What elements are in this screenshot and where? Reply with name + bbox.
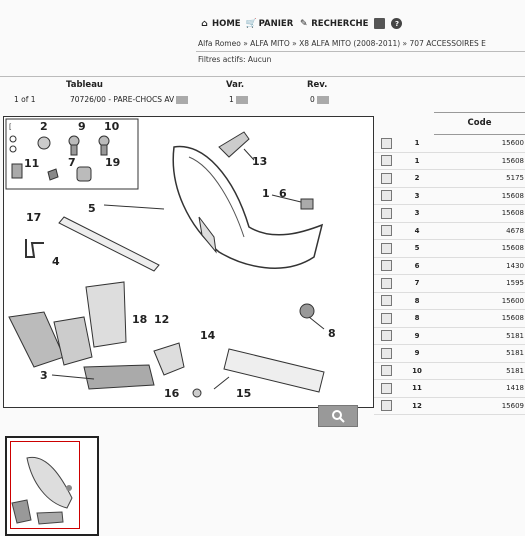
cart-icon: 🛒 [245, 18, 257, 29]
row-code: 15609 [501, 401, 524, 410]
svg-text:[: [ [9, 123, 12, 131]
thumbnail-image [7, 438, 93, 530]
code-row[interactable] [374, 345, 525, 363]
nav-search-label: RECHERCHE [311, 18, 369, 29]
row-code: 15600 [501, 139, 524, 148]
callout-8[interactable]: 8 [328, 327, 336, 340]
divider [196, 51, 525, 52]
nav-cart[interactable] [247, 19, 294, 29]
dropdown-chip[interactable] [317, 96, 329, 104]
magnifier-icon [331, 409, 345, 423]
row-code: 15608 [501, 191, 524, 200]
row-qty: 9 [414, 349, 420, 358]
callout-10[interactable]: 10 [104, 120, 120, 133]
row-qty: 5 [414, 244, 420, 253]
code-row[interactable] [374, 380, 525, 398]
row-code: 5175 [506, 174, 524, 183]
callout-13[interactable]: 13 [252, 155, 268, 168]
header-rev: Rev. [307, 80, 328, 90]
callout-15[interactable]: 15 [236, 387, 252, 400]
row-checkbox[interactable] [381, 383, 392, 394]
printer-icon[interactable] [374, 18, 385, 29]
row-code: 1430 [506, 261, 524, 270]
code-row[interactable] [374, 275, 525, 293]
code-row[interactable] [374, 240, 525, 258]
row-code: 15608 [501, 244, 524, 253]
row-qty: 2 [414, 174, 420, 183]
callout-7[interactable]: 7 [68, 156, 76, 169]
row-code: 5181 [506, 366, 524, 375]
row-qty: 8 [414, 296, 420, 305]
row-code: 1418 [506, 384, 524, 393]
row-checkbox[interactable] [381, 243, 392, 254]
page-indicator: 1 of 1 [14, 95, 36, 104]
bumper-exploded-view [4, 117, 373, 407]
code-row[interactable] [374, 170, 525, 188]
row-checkbox[interactable] [381, 400, 392, 411]
callout-17[interactable]: 17 [26, 211, 42, 224]
code-row[interactable] [374, 310, 525, 328]
code-header: Code [434, 112, 525, 135]
code-row[interactable] [374, 223, 525, 241]
row-checkbox[interactable] [381, 365, 392, 376]
row-checkbox[interactable] [381, 155, 392, 166]
row-code: 4678 [506, 226, 524, 235]
row-qty: 1 [414, 156, 420, 165]
nav-home[interactable] [200, 19, 241, 29]
callout-11[interactable]: 11 [24, 157, 40, 170]
row-code: 5181 [506, 349, 524, 358]
row-checkbox[interactable] [381, 278, 392, 289]
row-code: 15600 [501, 296, 524, 305]
row-code: 15608 [501, 209, 524, 218]
callout-5[interactable]: 5 [88, 202, 96, 215]
row-checkbox[interactable] [381, 138, 392, 149]
row-checkbox[interactable] [381, 190, 392, 201]
code-row[interactable] [374, 328, 525, 346]
callout-2[interactable]: 2 [40, 120, 48, 133]
row-qty: 6 [414, 261, 420, 270]
row-checkbox[interactable] [381, 313, 392, 324]
callout-9[interactable]: 9 [78, 120, 86, 133]
tableau-value: 70726/00 - PARE-CHOCS AV [70, 95, 175, 104]
callout-16[interactable]: 16 [164, 387, 180, 400]
header-tableau: Tableau [66, 80, 103, 90]
row-checkbox[interactable] [381, 295, 392, 306]
rev-select[interactable] [310, 95, 329, 104]
nav-home-label: HOME [212, 18, 241, 29]
callout-4[interactable]: 4 [52, 255, 60, 268]
diagram-thumbnail[interactable] [5, 436, 99, 536]
active-filters: Filtres actifs: Aucun [198, 55, 272, 64]
house-icon: ⌂ [201, 18, 208, 29]
callout-6[interactable]: 6 [279, 187, 287, 200]
code-row[interactable] [374, 135, 525, 153]
top-nav [200, 18, 402, 29]
row-checkbox[interactable] [381, 225, 392, 236]
callout-12[interactable]: 12 [154, 313, 170, 326]
callout-14[interactable]: 14 [200, 329, 216, 342]
dropdown-chip[interactable] [176, 96, 188, 104]
row-qty: 12 [412, 401, 422, 410]
code-row[interactable] [374, 258, 525, 276]
row-qty: 10 [412, 366, 422, 375]
row-checkbox[interactable] [381, 173, 392, 184]
callout-19[interactable]: 19 [105, 156, 121, 169]
code-row[interactable] [374, 398, 525, 416]
header-var: Var. [226, 80, 245, 90]
nav-cart-label: PANIER [258, 18, 294, 29]
row-checkbox[interactable] [381, 208, 392, 219]
callout-1[interactable]: 1 [262, 187, 270, 200]
row-code: 15608 [501, 156, 524, 165]
tableau-select[interactable] [70, 95, 188, 104]
callout-18[interactable]: 18 [132, 313, 148, 326]
row-qty: 3 [414, 209, 420, 218]
parts-diagram[interactable] [3, 116, 374, 408]
row-checkbox[interactable] [381, 260, 392, 271]
row-qty: 4 [414, 226, 420, 235]
help-icon[interactable]: ? [391, 18, 402, 29]
row-qty: 1 [414, 139, 420, 148]
dropdown-chip[interactable] [236, 96, 248, 104]
breadcrumb: Alfa Romeo » ALFA MITO » X8 ALFA MITO (2008-2011) » 707 ACCESSOIRES E [198, 39, 486, 48]
row-qty: 7 [414, 279, 420, 288]
row-qty: 3 [414, 191, 420, 200]
code-row[interactable] [374, 293, 525, 311]
code-row[interactable] [374, 205, 525, 223]
code-row[interactable] [374, 153, 525, 171]
nav-search[interactable] [299, 19, 368, 29]
var-select[interactable] [229, 95, 248, 104]
var-value: 1 [229, 95, 234, 104]
code-list [374, 112, 525, 410]
zoom-button[interactable] [318, 405, 358, 427]
row-qty: 9 [414, 331, 420, 340]
row-checkbox[interactable] [381, 348, 392, 359]
row-qty: 8 [414, 314, 420, 323]
divider [0, 76, 525, 77]
rev-value: 0 [310, 95, 315, 104]
row-qty: 11 [412, 384, 422, 393]
callout-3[interactable]: 3 [40, 369, 48, 382]
wrench-icon: ✎ [299, 18, 308, 29]
code-row[interactable] [374, 188, 525, 206]
row-code: 5181 [506, 331, 524, 340]
code-row[interactable] [374, 363, 525, 381]
row-code: 15608 [501, 314, 524, 323]
row-code: 1595 [506, 279, 524, 288]
row-checkbox[interactable] [381, 330, 392, 341]
